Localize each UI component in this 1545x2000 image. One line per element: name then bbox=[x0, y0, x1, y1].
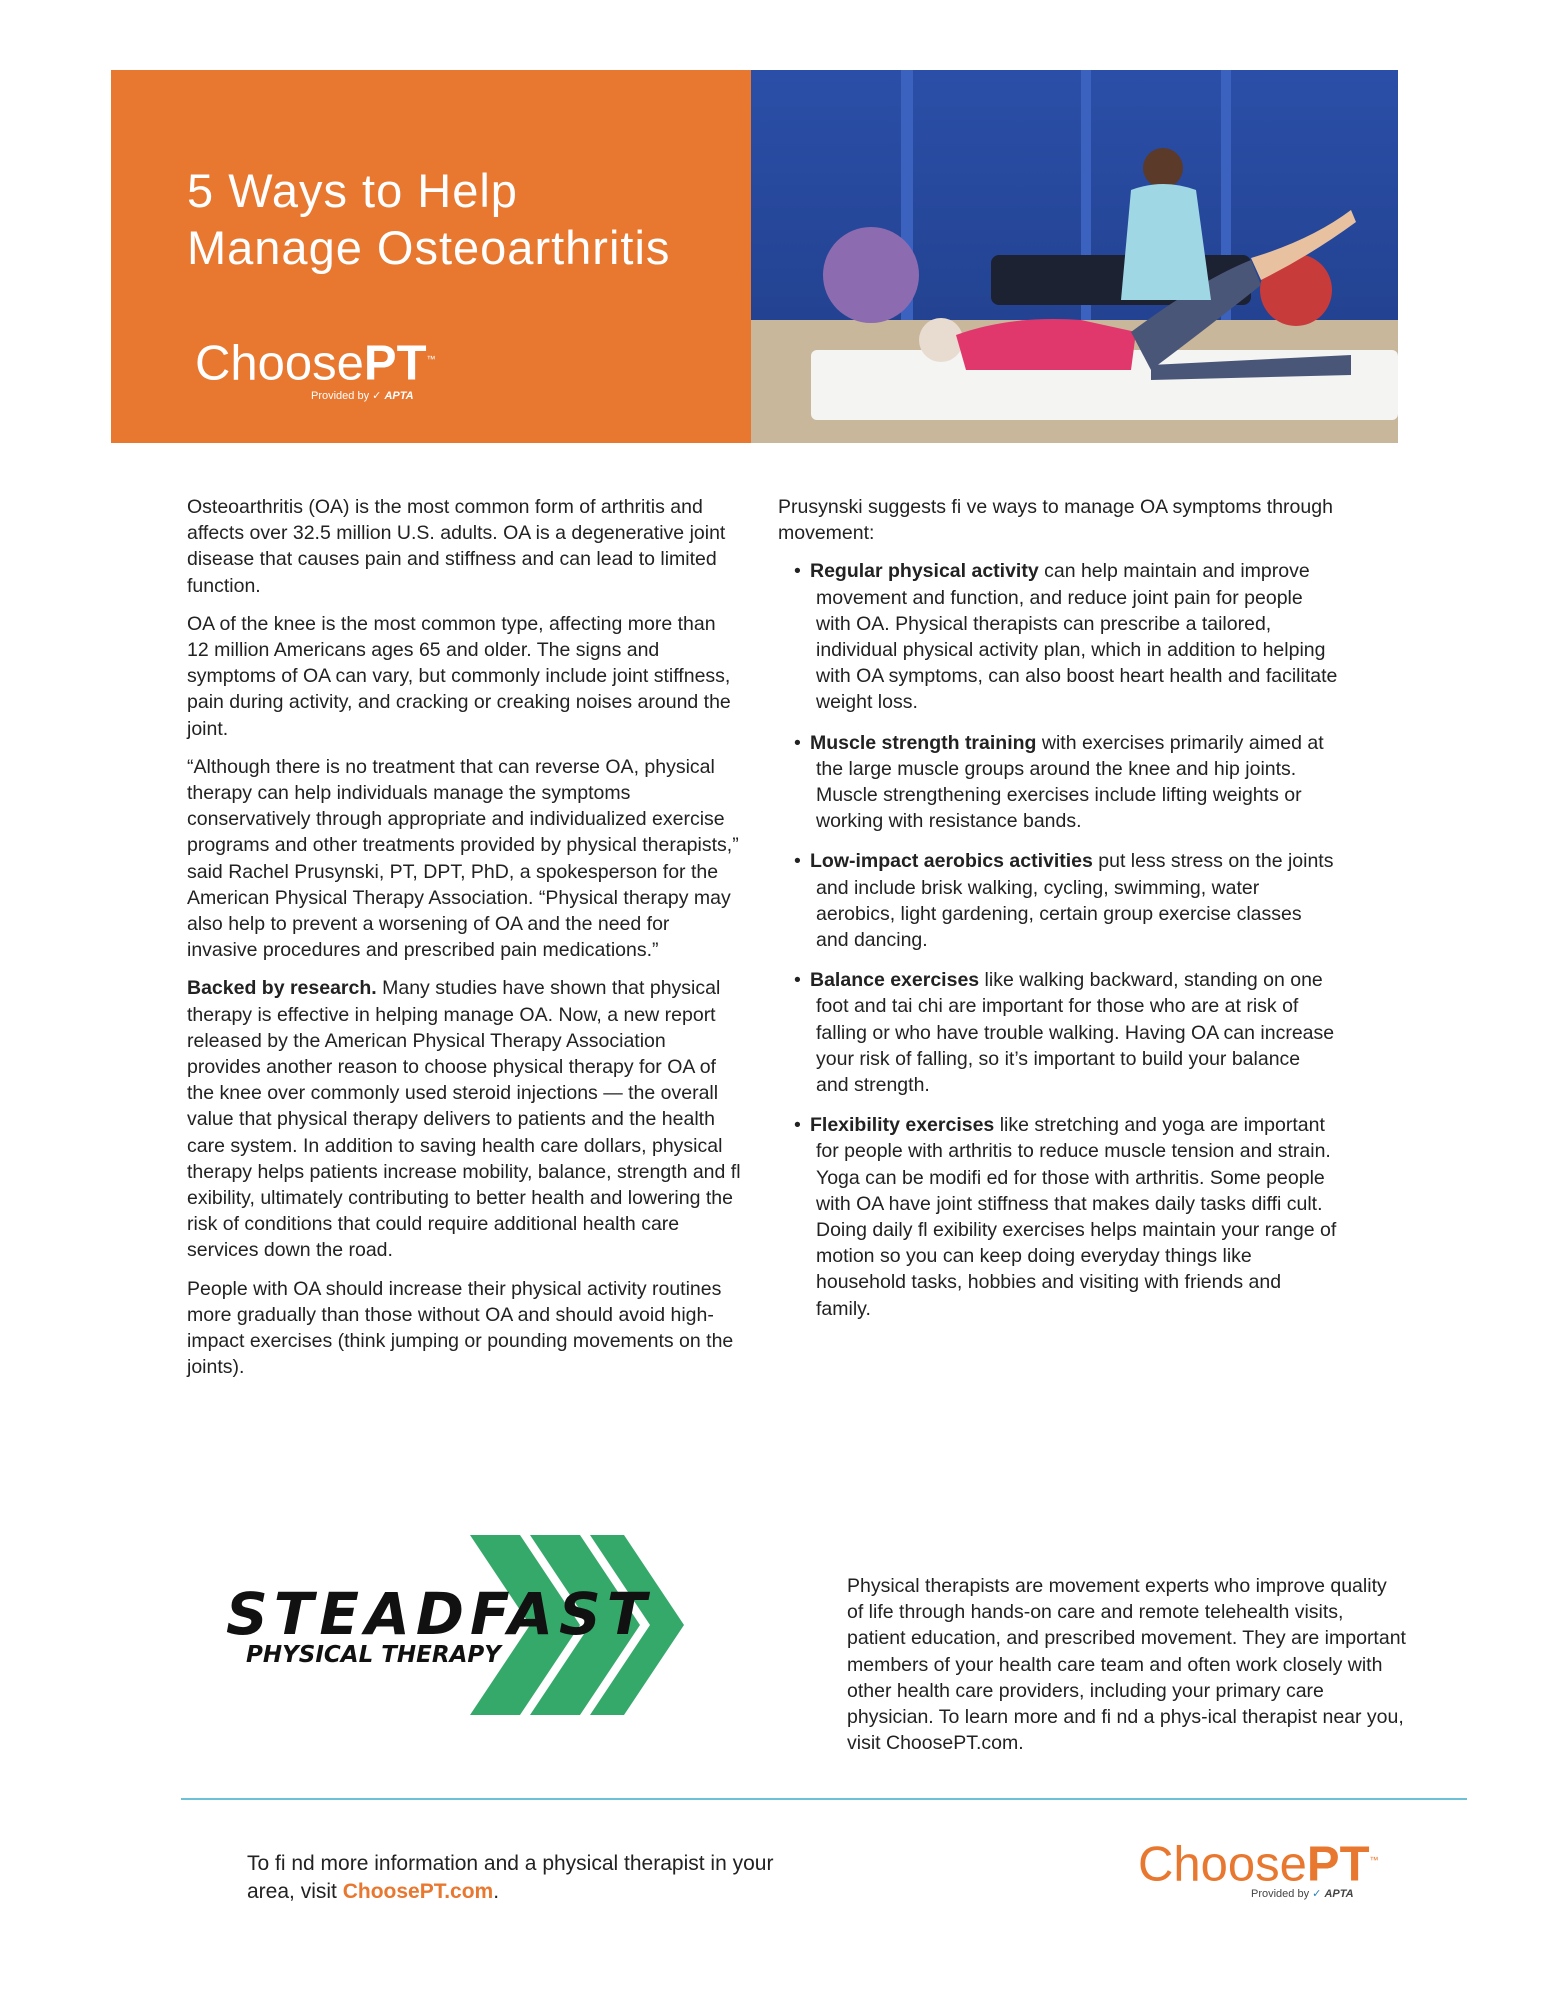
tip-text: with exercises primarily aimed at the large muscle groups around the knee and hip joints. Muscle strengthening exercises include lifting weights or working with resistance bands. bbox=[816, 731, 1324, 833]
choosept-logo bbox=[195, 332, 436, 390]
research-lead: Backed by research. bbox=[187, 977, 377, 1000]
header-photo bbox=[751, 70, 1398, 443]
paragraph-intro: Osteoarthritis (OA) is the most common form of arthritis and affects over 32.5 million U.S. adults. OA is a degenerative joint disease that causes pain and stiffness and can lead to limited function. bbox=[187, 496, 726, 597]
tip-title: Balance exercises bbox=[810, 969, 980, 992]
apta-label: APTA bbox=[384, 390, 414, 402]
bullet-icon: • bbox=[794, 850, 801, 873]
tip-title: Flexibility exercises bbox=[810, 1114, 995, 1137]
tip-item bbox=[778, 1112, 1338, 1322]
provided-by-label: Provided by bbox=[1251, 1888, 1310, 1900]
logo-choose: Choose bbox=[1138, 1837, 1307, 1892]
paragraph-knee: OA of the knee is the most common type, affecting more than 12 million Americans ages 65 and older. The signs and symptoms of OA can vary, but commonly include joint stiffness, pain during activity, and cracking or creaking noises around the joint. bbox=[187, 612, 731, 740]
logo-choose: Choose bbox=[195, 336, 364, 391]
bullet-icon: • bbox=[794, 1114, 801, 1137]
bullet-icon: • bbox=[794, 560, 801, 583]
logo-pt: PT bbox=[363, 336, 427, 391]
footer-period: . bbox=[493, 1880, 500, 1903]
tip-title: Low-impact aerobics activities bbox=[810, 850, 1093, 873]
tips-intro: Prusynski suggests fi ve ways to manage OA symptoms through movement: bbox=[778, 496, 1333, 545]
footer-provided-by-apta bbox=[1251, 1887, 1354, 1900]
tip-text: put less stress on the joints and include brisk walking, cycling, swimming, water aerobics, light gardening, certain group exercise classes and dancing. bbox=[816, 850, 1334, 952]
provided-by-apta bbox=[311, 389, 414, 402]
logo-tm: ™ bbox=[426, 354, 436, 364]
tip-title: Regular physical activity bbox=[810, 560, 1039, 583]
bullet-icon: • bbox=[794, 969, 801, 992]
apta-label: APTA bbox=[1324, 1888, 1354, 1900]
tip-text: like walking backward, standing on one foot and tai chi are important for those who are at risk of falling or who have trouble walking. Having OA can increase your risk of falling, so it’s important to build your balance and strength. bbox=[816, 969, 1335, 1097]
header-banner bbox=[111, 70, 1398, 443]
paragraph-quote: “Although there is no treatment that can reverse OA, physical therapy can help individuals manage the symptoms conservatively through appropriate and individualized exercise programs and other treatments provided by physical therapists,” said Rachel Prusynski, PT, DPT, PhD, a spokesperson for the American Physical Therapy Association. “Physical therapy may also help to prevent a worsening of OA and the need for invasive procedures and prescribed pain medications.” bbox=[187, 755, 739, 962]
logo-pt: PT bbox=[1306, 1837, 1370, 1892]
bullet-icon: • bbox=[794, 731, 801, 754]
paragraph-activity: People with OA should increase their physical activity routines more gradually than those without OA and should avoid high-impact exercises (think jumping or pounding movements on the joints). bbox=[187, 1277, 734, 1379]
steadfast-logo bbox=[222, 1530, 692, 1720]
page-title bbox=[187, 162, 670, 276]
about-physical-therapists: Physical therapists are movement experts who improve quality of life through hands-on care and remote telehealth visits, patient education, and prescribed movement. They are important members of your health care team and often work closely with other health care providers, including your primary care physician. To learn more and fi nd a phys-ical therapist near you, visit ChoosePT.com. bbox=[847, 1575, 1406, 1755]
apta-check-icon: ✓ bbox=[1312, 1888, 1322, 1900]
footer-link[interactable]: ChoosePT.com bbox=[342, 1880, 494, 1903]
tip-text: can help maintain and improve movement and function, and reduce joint pain for people with OA. Physical therapists can prescribe a tailored, individual physical activity plan, which in addition to helping with OA symptoms, can also boost heart health and facilitate weight loss. bbox=[816, 560, 1338, 714]
tip-item bbox=[778, 558, 1338, 715]
research-text: Many studies have shown that physical therapy is effective in helping manage OA. Now, a new report released by the American Physical Therapy Association provides another reason to choose physical therapy for OA of the knee over commonly used steroid injections — the overall value that physical therapy delivers to patients and the health care system. In addition to saving health care dollars, physical therapy helps patients increase mobility, balance, strength and fl exibility, ultimately contributing to better health and lowering the risk of conditions that could require additional health care services down the road. bbox=[187, 977, 741, 1262]
tip-item bbox=[778, 730, 1338, 835]
footer-choosept-logo bbox=[1138, 1833, 1379, 1891]
title-line-1: 5 Ways to Help bbox=[187, 164, 518, 217]
tip-item bbox=[778, 848, 1338, 953]
footer-text bbox=[247, 1850, 807, 1906]
right-column bbox=[778, 494, 1338, 1336]
paragraph-research bbox=[187, 975, 742, 1263]
apta-check-icon: ✓ bbox=[372, 390, 382, 402]
steadfast-subtitle: PHYSICAL THERAPY bbox=[246, 1642, 501, 1668]
tip-text: like stretching and yoga are important for people with arthritis to reduce muscle tension and strain. Yoga can be modifi ed for those with arthritis. Some people with OA have joint stiffness that makes daily tasks diffi cult. Doing daily fl exibility exercises helps maintain your range of motion so you can keep doing everyday things like household tasks, hobbies and visiting with friends and family. bbox=[816, 1114, 1337, 1320]
logo-tm: ™ bbox=[1369, 1855, 1379, 1865]
tip-item bbox=[778, 967, 1338, 1098]
steadfast-name: STEADFAST bbox=[226, 1580, 653, 1648]
tip-title: Muscle strength training bbox=[810, 731, 1037, 754]
divider bbox=[181, 1798, 1467, 1800]
provided-by-label: Provided by bbox=[311, 390, 370, 402]
title-line-2: Manage Osteoarthritis bbox=[187, 221, 671, 274]
footer-message: To fi nd more information and a physical therapist in your area, visit bbox=[247, 1852, 774, 1903]
left-column bbox=[187, 494, 742, 1393]
